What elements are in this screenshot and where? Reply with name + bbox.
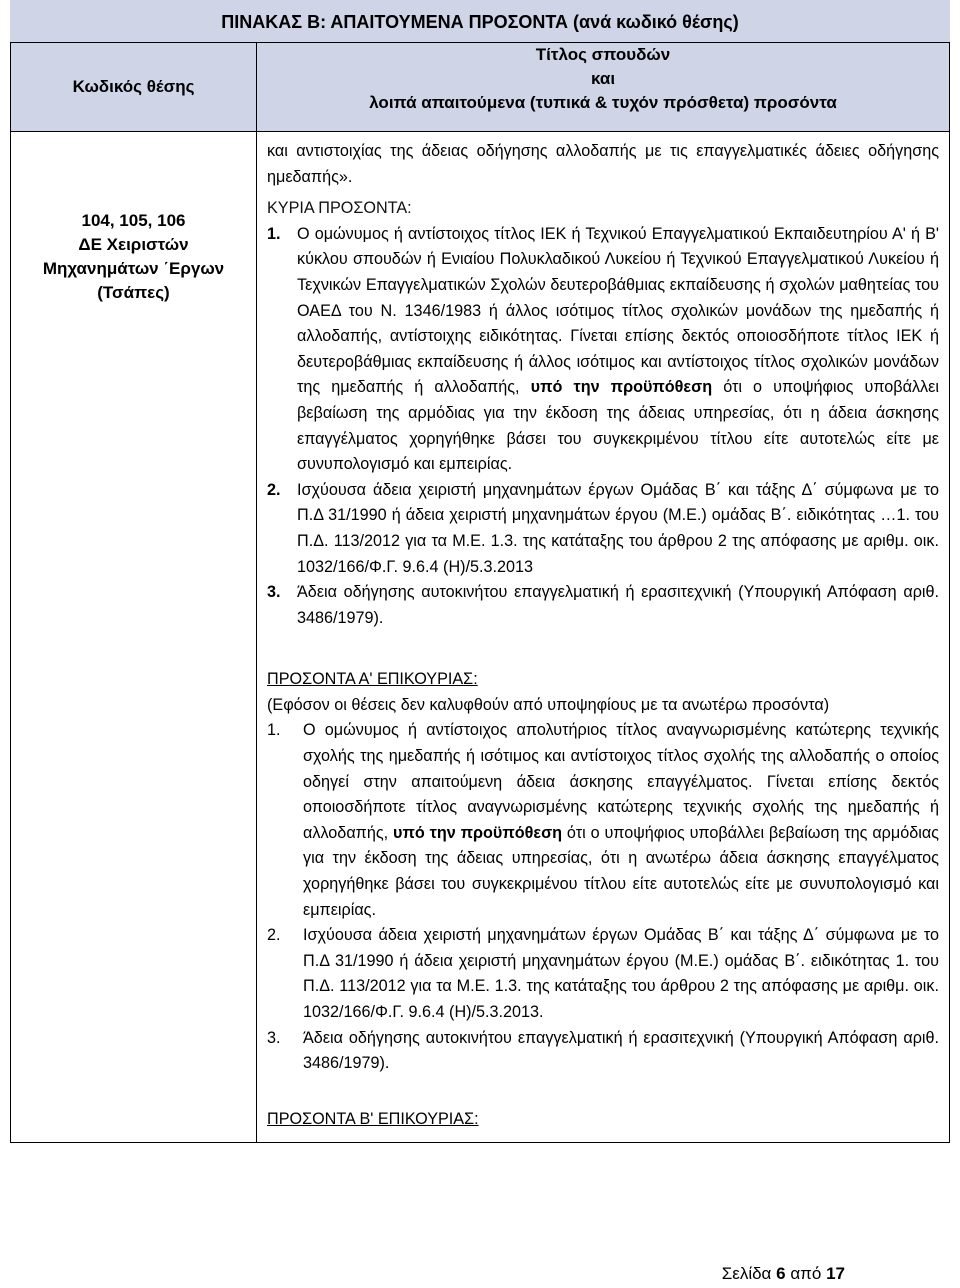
a-item-1-text-a: Ο ομώνυμος ή αντίστοιχος απολυτήριος τίτλος αναγνωρισμένης κατώτερης τεχνικής σχολής της ημεδαπής ή ισότιμος και αντίστοιχος τίτλος σχολής της αλλοδαπής ο οποίος οδηγεί στην απαιτούμενη άδεια άσκησης επαγγέλματος. Γίνεται επίσης δεκτός οποιοσδήποτε τίτλος αναγνωρισμένης κατώτερης τεχνικής σχολής της ημεδαπής ή αλλοδαπής, [303, 721, 939, 842]
a-item-1-bold: υπό την προϋπόθεση [393, 823, 563, 842]
main-item-3 [267, 580, 939, 631]
footer-total-pages: 17 [826, 1264, 845, 1283]
position-specialty-2: Μηχανημάτων ΄Εργων [42, 259, 225, 278]
main-heading: ΚΥΡΙΑ ΠΡΟΣΟΝΤΑ: [267, 199, 412, 218]
footer-current-page: 6 [776, 1264, 786, 1283]
qualifications-cell [257, 132, 950, 1143]
header-line-2: και [590, 69, 616, 88]
a-note: (Εφόσον οι θέσεις δεν καλυφθούν από υποψηφίους με τα ανωτέρω προσόντα) [267, 695, 830, 714]
a-item-1-number: 1. [267, 721, 281, 740]
main-item-1-bold: υπό την προϋπόθεση [530, 378, 713, 397]
header-line-1: Τίτλος σπουδών [535, 45, 671, 64]
header-line-3: λοιπά απαιτούμενα (τυπικά & τυχόν πρόσθετα) προσόντα [369, 93, 837, 112]
footer-prefix: Σελίδα [721, 1264, 772, 1283]
b-heading: ΠΡΟΣΟΝΤΑ Β' ΕΠΙΚΟΥΡΙΑΣ: [267, 1109, 479, 1128]
body-row [11, 132, 950, 1143]
main-item-3-text: Άδεια οδήγησης αυτοκινήτου επαγγελματική ή ερασιτεχνική (Υπουργική Απόφαση αριθ. 3486/1979). [297, 583, 939, 627]
a-item-2 [267, 923, 939, 1025]
position-specialty-3: (Τσάπες) [97, 283, 170, 302]
footer-of: από [790, 1264, 822, 1283]
main-item-1-text-a: Ο ομώνυμος ή αντίστοιχος τίτλος ΙΕΚ ή Τεχνικού Επαγγελματικού Εκπαιδευτηρίου Α' ή Β' κύκλου σπουδών ή Ενιαίου Πολυκλαδικού Λυκείου ή Τεχνικού Επαγγελματικού Λυκείου ή Τεχνικών Επαγγελματικών Σχολών δευτεροβάθμιας εκπαίδευσης ή σχολών μαθητείας του ΟΑΕΔ του Ν. 1346/1983 ή άλλος ισότιμος τίτλος σχολικών μονάδων της ημεδαπής ή αλλοδαπής, αντίστοιχης ειδικότητας. Γίνεται επίσης δεκτός οποιοσδήποτε τίτλος ΙΕΚ ή δευτεροβάθμιας εκπαίδευσης ή άλλος ισότιμος και αντίστοιχος τίτλος σχολικών μονάδων της ημεδαπής ή αλλοδαπής, [297, 224, 939, 397]
qualifications-table [10, 42, 950, 1143]
header-position-code: Κωδικός θέσης [11, 43, 257, 132]
page-footer [722, 1264, 845, 1284]
a-item-3-text: Άδεια οδήγησης αυτοκινήτου επαγγελματική ή ερασιτεχνική (Υπουργική Απόφαση αριθ. 3486/1979). [303, 1028, 939, 1073]
main-item-1-text-b: ότι ο υποψήφιος υποβάλλει βεβαίωση της αρμόδιας για την έκδοση της άδειας υπηρεσίας, ότι η άδεια άσκησης επαγγέλματος χορηγήθηκε βάσει του συγκεκριμένου τίτλου είτε αυτοτελώς είτε με συνυπολογισμό και εμπειρίας. [297, 378, 939, 474]
a-item-2-number: 2. [267, 926, 281, 945]
a-item-1 [267, 718, 939, 923]
position-cell [11, 132, 257, 1143]
main-item-2 [267, 478, 939, 580]
main-item-2-number: 2. [267, 480, 281, 499]
table-title: ΠΙΝΑΚΑΣ Β: ΑΠΑΙΤΟΥΜΕΝΑ ΠΡΟΣΟΝΤΑ (ανά κωδικό θέσης) [10, 0, 950, 42]
main-item-1 [267, 222, 939, 478]
intro-text: και αντιστοιχίας της άδειας οδήγησης αλλοδαπής με τις επαγγελματικές άδειες οδήγησης ημεδαπής». [267, 142, 939, 186]
main-item-2-text: Ισχύουσα άδεια χειριστή μηχανημάτων έργων Ομάδας Β΄ και τάξης Δ΄ σύμφωνα με το Π.Δ 31/1990 ή άδεια χειριστή μηχανημάτων έργου (Μ.Ε.) ομάδας Β΄. ειδικότητας …1. του Π.Δ. 113/2012 για τα Μ.Ε. 1.3. της κατάταξης του άρθρου 2 της απόφασης με αριθμ. οικ. 1032/166/Φ.Γ. 9.6.4 (Η)/5.3.2013 [297, 480, 939, 576]
a-item-1-text-b: ότι ο υποψήφιος υποβάλλει βεβαίωση της αρμόδιας για την έκδοση της άδειας υπηρεσίας, ότι η ανωτέρω άδεια άσκησης επαγγέλματος χορηγήθηκε βάσει του συγκεκριμένου τίτλου είτε αυτοτελώς είτε με συνυπολογισμό και εμπειρίας. [303, 823, 939, 919]
header-row [11, 43, 950, 132]
a-heading: ΠΡΟΣΟΝΤΑ Α' ΕΠΙΚΟΥΡΙΑΣ: [267, 670, 478, 689]
a-item-3 [267, 1026, 939, 1077]
a-item-3-number: 3. [267, 1028, 281, 1047]
header-qualifications [257, 43, 950, 132]
a-item-2-text: Ισχύουσα άδεια χειριστή μηχανημάτων έργων Ομάδας Β΄ και τάξης Δ΄ σύμφωνα με το Π.Δ 31/1990 ή άδεια χειριστή μηχανημάτων έργου (Μ.Ε.) ομάδας Β΄. ειδικότητας 1. του Π.Δ. 113/2012 για τα Μ.Ε. 1.3. της κατάταξης του άρθρου 2 της απόφασης με αριθμ. οικ. 1032/166/Φ.Γ. 9.6.4 (Η)/5.3.2013. [303, 926, 939, 1021]
main-item-3-number: 3. [267, 583, 281, 602]
position-codes: 104, 105, 106 [81, 211, 186, 230]
main-item-1-number: 1. [267, 224, 281, 243]
position-specialty-1: ΔΕ Χειριστών [78, 235, 189, 254]
